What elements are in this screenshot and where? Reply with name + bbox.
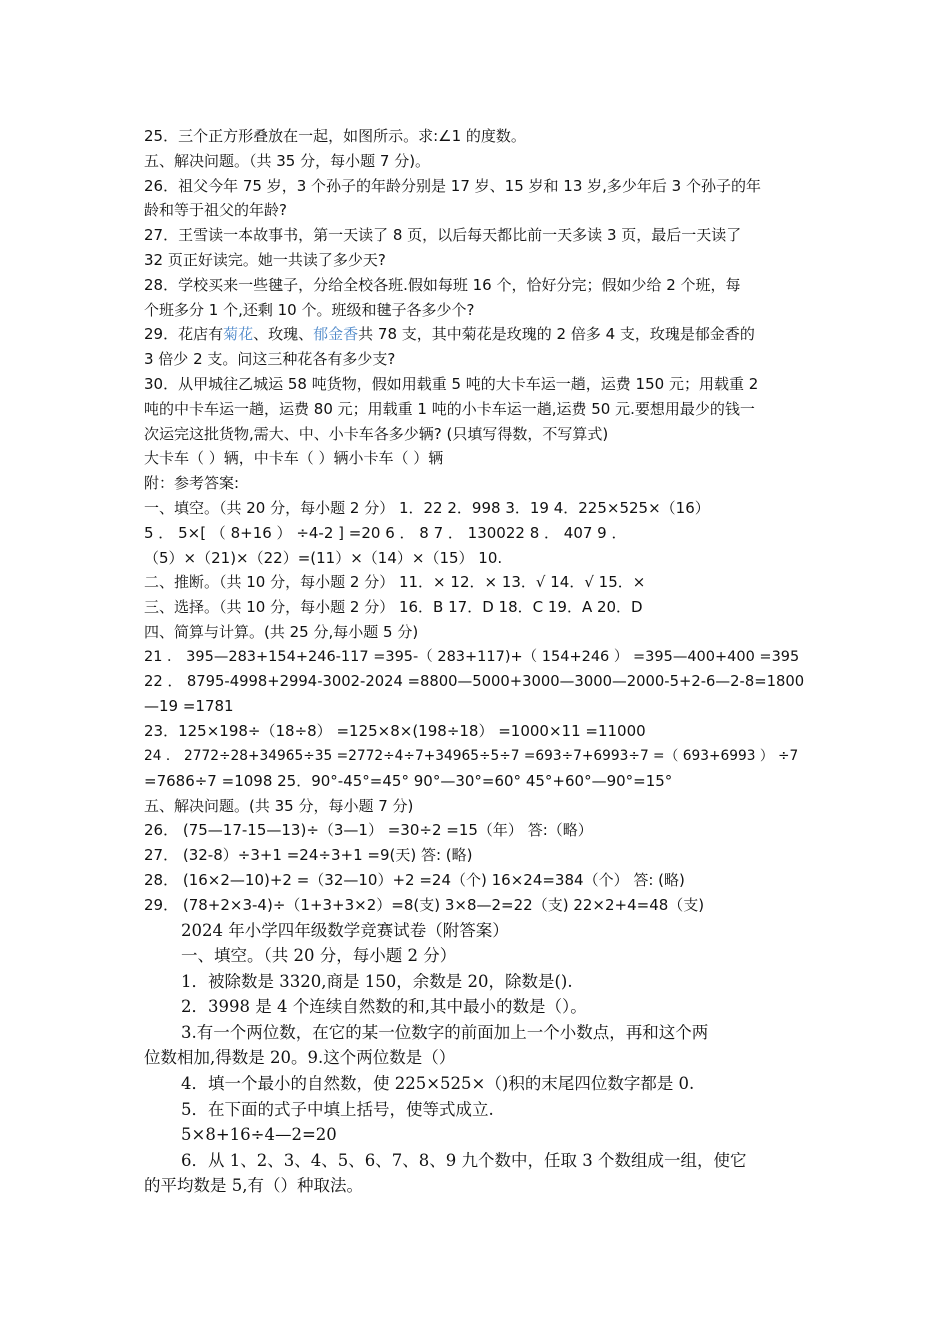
- document-page: [144, 124, 808, 1199]
- flower-link-tulip[interactable]: 郁金香: [313, 325, 359, 344]
- exam-question-3-line-1: 3.有一个两位数，在它的某一位数字的前面加上一个小数点，再和这个两: [181, 1022, 709, 1042]
- exam-question-5-equation: 5×8+16÷4—2=20: [181, 1125, 337, 1145]
- answer-23: 23．125×198÷（18÷8） =125×8×(198÷18） =1000×11 =11000: [144, 722, 646, 741]
- question-28-line-1: 28．学校买来一些毽子，分给全校各班.假如每班 16 个，恰好分完；假如少给 2 个班，每: [144, 275, 741, 294]
- exam-section-1-heading: 一、填空。（共 20 分，每小题 2 分）: [181, 946, 457, 966]
- question-26-line-1: 26．祖父今年 75 岁，3 个孙子的年龄分别是 17 岁、15 岁和 13 岁,多少年后 3 个孙子的年: [144, 176, 761, 195]
- exam-question-6-line-1: 6．从 1、2、3、4、5、6、7、8、9 九个数中，任取 3 个数组成一组，使它: [181, 1150, 747, 1170]
- question-26-line-2: 龄和等于祖父的年龄?: [144, 201, 287, 220]
- question-30-line-3: 次运完这批货物,需大、中、小卡车各多少辆? (只填写得数，不写算式): [144, 424, 609, 443]
- answer-section-5-heading: 五、解决问题。(共 35 分，每小题 7 分): [144, 796, 414, 815]
- answer-section-2: 二、推断。（共 10 分，每小题 2 分） 11．× 12．× 13．√ 14．√ 15．×: [144, 573, 646, 592]
- answer-24-25: =7686÷7 =1098 25．90°-45°=45° 90°—30°=60° 45°+60°—90°=15°: [144, 771, 673, 790]
- next-exam-section: [144, 918, 808, 1200]
- exam-question-5: 5．在下面的式子中填上括号，使等式成立.: [181, 1099, 494, 1119]
- question-28-line-2: 个班多分 1 个,还剩 10 个。班级和毽子各多少个?: [144, 300, 475, 319]
- answer-24-line-1: 24 ． 2772÷28+34965÷35 =2772÷4÷7+34965÷5÷7 =693÷7+6993÷7 =（ 693+6993 ） ÷7: [144, 747, 799, 764]
- exam-question-4: 4．填一个最小的自然数，使 225×525×（)积的末尾四位数字都是 0.: [181, 1074, 695, 1094]
- question-30-answer-blanks: 大卡车（ ）辆，中卡车（ ）辆小卡车（ ）辆: [144, 449, 444, 468]
- answer-section-1-line-1: 一、填空。（共 20 分，每小题 2 分） 1．22 2．998 3．19 4．225×525×（16）: [144, 498, 710, 517]
- answer-21: 21 ． 395—283+154+246-117 =395-（ 283+117)+（ 154+246 ） =395—400+400 =395: [144, 648, 800, 665]
- exam-title: 2024 年小学四年级数学竞赛试卷（附答案）: [181, 920, 509, 940]
- question-30-line-1: 30．从甲城往乙城运 58 吨货物，假如用载重 5 吨的大卡车运一趟，运费 150 元；用载重 2: [144, 374, 759, 393]
- question-27-line-2: 32 页正好读完。她一共读了多少天?: [144, 250, 386, 269]
- answer-22-line-2: —19 =1781: [144, 697, 234, 716]
- exam-question-3-line-2: 位数相加,得数是 20。9.这个两位数是（）: [144, 1048, 456, 1068]
- flower-link-chrysanthemum[interactable]: 菊花: [223, 325, 254, 344]
- answer-section-4-heading: 四、简算与计算。(共 25 分,每小题 5 分): [144, 622, 419, 641]
- answer-27: 27． (32-8）÷3+1 =24÷3+1 =9(天) 答: (略): [144, 846, 473, 865]
- answer-section-1-line-3: （5）×（21)×（22）=(11）×（14）×（15） 10.: [144, 548, 503, 567]
- question-29-line-1: 29．花店有菊花、玫瑰、郁金香共 78 支，其中菊花是玫瑰的 2 倍多 4 支，玫瑰是郁金香的: [144, 325, 755, 344]
- answer-26: 26． (75—17-15—13)÷（3—1） =30÷2 =15（年） 答:（略）: [144, 821, 593, 840]
- answer-section-1-line-2: 5 ． 5×[ （ 8+16 ） ÷4-2 ] =20 6 ． 8 7 ． 130022 8 ． 407 9 ．: [144, 523, 627, 542]
- question-30-line-2: 吨的中卡车运一趟，运费 80 元；用载重 1 吨的小卡车运一趟,运费 50 元.要想用最少的钱一: [144, 399, 755, 418]
- exam-question-1: 1．被除数是 3320,商是 150，余数是 20，除数是().: [181, 971, 573, 991]
- section-5-heading: 五、解决问题。（共 35 分，每小题 7 分)。: [144, 151, 431, 170]
- question-25: 25．三个正方形叠放在一起，如图所示。求:∠1 的度数。: [144, 127, 526, 145]
- answer-28: 28． (16×2—10)+2 =（32—10）+2 =24（个) 16×24=384（个） 答: (略): [144, 870, 685, 889]
- answer-22-line-1: 22 ． 8795-4998+2994-3002-2024 =8800—5000+3000—3000—2000-5+2-6—2-8=1800: [144, 672, 805, 690]
- exam-question-2: 2．3998 是 4 个连续自然数的和,其中最小的数是（）。: [181, 997, 587, 1017]
- answer-section-3: 三、选择。（共 10 分，每小题 2 分） 16．B 17．D 18．C 19．A 20．D: [144, 598, 643, 617]
- answer-key-heading: 附：参考答案:: [144, 474, 240, 493]
- question-29-line-2: 3 倍少 2 支。问这三种花各有多少支?: [144, 350, 396, 369]
- exam-question-6-line-2: 的平均数是 5,有（）种取法。: [144, 1176, 363, 1196]
- answer-29: 29． (78+2×3-4)÷（1+3+3×2）=8(支) 3×8—2=22（支) 22×2+4=48（支): [144, 895, 705, 914]
- question-27-line-1: 27．王雪读一本故事书，第一天读了 8 页，以后每天都比前一天多读 3 页，最后一天读了: [144, 226, 742, 245]
